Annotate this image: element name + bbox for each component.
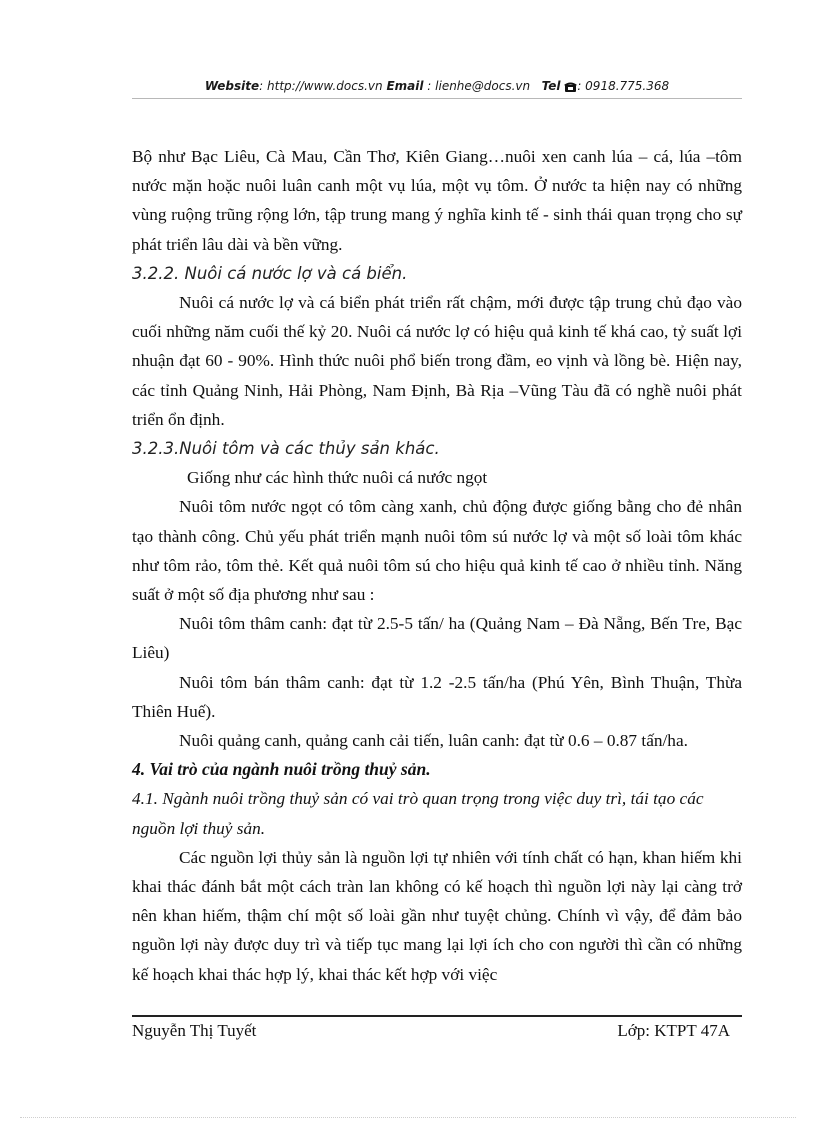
phone-icon bbox=[564, 81, 577, 95]
paragraph: Nuôi tôm bán thâm canh: đạt từ 1.2 -2.5 tấn/ha (Phú Yên, Bình Thuận, Thừa Thiên Huế). bbox=[132, 672, 742, 721]
footer-rule bbox=[132, 1015, 742, 1017]
paragraph: Giống như các hình thức nuôi cá nước ngọt bbox=[187, 468, 488, 488]
section-heading-4: 4. Vai trò của ngành nuôi trồng thuỷ sản. bbox=[132, 759, 431, 780]
page-header bbox=[132, 79, 742, 99]
paragraph: Nuôi quảng canh, quảng canh cải tiến, luân canh: đạt từ 0.6 – 0.87 tấn/ha. bbox=[179, 731, 688, 751]
paragraph: Các nguồn lợi thủy sản là nguồn lợi tự nhiên với tính chất có hạn, khan hiếm khi khai thác đánh bắt một cách tràn lan không có kế hoạch thì nguồn lợi này lại càng trở nên khan hiếm, thậm chí một số loài gần như tuyệt chủng. Chính vì vậy, để đảm bảo nguồn lợi này được duy trì và tiếp tục mang lại lợi ích cho con người thì cần có những kế hoạch khai thác hợp lý, khai thác kết hợp với việc bbox=[132, 847, 742, 984]
paragraph: Nuôi tôm nước ngọt có tôm càng xanh, chủ động được giống bằng cho đẻ nhân tạo thành công. Chủ yếu phát triển mạnh nuôi tôm sú nước lợ và một số loài tôm khác như tôm rảo, tôm thẻ. Kết quả nuôi tôm sú cho hiệu quả kinh tế cao ở nhiều tỉnh. Năng suất ở một số địa phương như sau : bbox=[132, 497, 742, 605]
email-label: Email bbox=[386, 79, 424, 93]
page-edge bbox=[20, 1117, 796, 1118]
email-value: : lienhe@docs.vn bbox=[427, 79, 531, 93]
paragraph: Bộ như Bạc Liêu, Cà Mau, Cần Thơ, Kiên Giang…nuôi xen canh lúa – cá, lúa –tôm nước mặn hoặc nuôi luân canh một vụ lúa, một vụ tôm. Ở nước ta hiện nay có những vùng ruộng trũng rộng lớn, tập trung mang ý nghĩa kinh tế - sinh thái quan trọng cho sự phát triển lâu dài và bền vững. bbox=[132, 147, 742, 254]
section-heading-3-2-2: 3.2.2. Nuôi cá nước lợ và cá biển. bbox=[132, 263, 408, 283]
website-url: : http://www.docs.vn bbox=[259, 79, 383, 93]
page-footer bbox=[132, 1021, 730, 1041]
footer-class: Lớp: KTPT 47A bbox=[617, 1021, 730, 1040]
tel-label: Tel bbox=[541, 79, 561, 93]
section-heading-3-2-3: 3.2.3.Nuôi tôm và các thủy sản khác. bbox=[132, 439, 440, 459]
paragraph: Nuôi cá nước lợ và cá biển phát triển rất chậm, mới được tập trung chủ đạo vào cuối những năm cuối thế kỷ 20. Nuôi cá nước lợ có hiệu quả kinh tế khá cao, tỷ suất lợi nhuận đạt 60 - 90%. Hình thức nuôi phổ biến trong đầm, eo vịnh và lồng bè. Hiện nay, các tỉnh Quảng Ninh, Hải Phòng, Nam Định, Bà Rịa –Vũng Tàu đã có nghề nuôi phát triển ổn định. bbox=[132, 293, 742, 429]
paragraph: Nuôi tôm thâm canh: đạt từ 2.5-5 tấn/ ha (Quảng Nam – Đà Nẵng, Bến Tre, Bạc Liêu) bbox=[132, 614, 742, 663]
website-label: Website bbox=[204, 79, 260, 93]
footer-author: Nguyễn Thị Tuyết bbox=[132, 1021, 257, 1040]
page-body bbox=[132, 142, 742, 989]
tel-value: : 0918.775.368 bbox=[577, 79, 670, 93]
section-heading-4-1: 4.1. Ngành nuôi trồng thuỷ sản có vai trò quan trọng trong việc duy trì, tái tạo các nguồn lợi thuỷ sản. bbox=[132, 789, 704, 838]
